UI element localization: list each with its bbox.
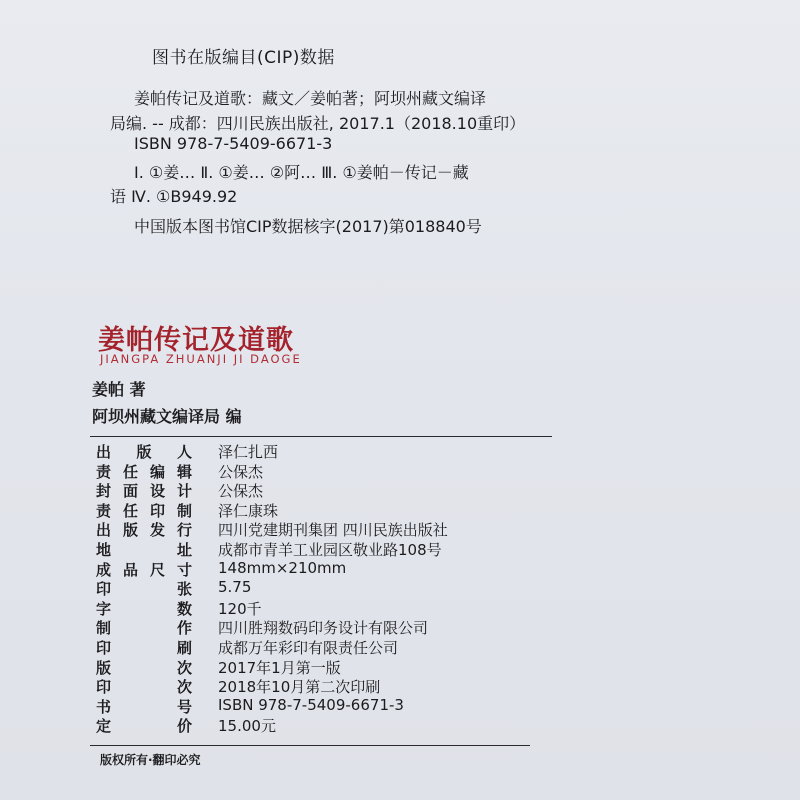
info-value: 公保杰 xyxy=(218,462,264,481)
info-label: 书 号 xyxy=(96,697,192,716)
divider-bottom xyxy=(90,745,530,746)
info-value: 2017年1月第一版 xyxy=(218,658,341,677)
info-value: 泽仁康珠 xyxy=(218,501,279,520)
book-pinyin: JIANGPA ZHUANJI JI DAOGE xyxy=(100,352,302,366)
cip-line-5: 语 Ⅳ. ①B949.92 xyxy=(110,187,238,206)
cip-line-3: ISBN 978-7-5409-6671-3 xyxy=(134,134,333,153)
info-value: 2018年10月第二次印刷 xyxy=(218,678,381,697)
cip-line-2: 局编. -- 成都：四川民族出版社, 2017.1（2018.10重印） xyxy=(110,114,526,133)
info-value: 四川党建期刊集团 四川民族出版社 xyxy=(218,521,448,540)
info-value: 15.00元 xyxy=(218,717,276,736)
info-value: ISBN 978-7-5409-6671-3 xyxy=(218,695,404,714)
info-label: 印 张 xyxy=(96,580,192,599)
info-value: 148mm×210mm xyxy=(218,558,347,577)
info-label: 印 次 xyxy=(96,678,192,697)
info-label: 版 次 xyxy=(96,658,192,677)
info-value: 120千 xyxy=(218,599,262,618)
info-value: 成都市青羊工业园区敬业路108号 xyxy=(218,541,442,559)
divider-top xyxy=(90,436,552,437)
info-label: 出 版 人 xyxy=(96,443,192,461)
info-value: 泽仁扎西 xyxy=(218,443,279,461)
info-label: 出 版 发 行 xyxy=(96,521,192,540)
info-label: 责 任 编 辑 xyxy=(96,462,192,481)
info-value: 四川胜翔数码印务设计有限公司 xyxy=(218,619,429,638)
info-label: 字 数 xyxy=(96,599,192,618)
info-label: 定 价 xyxy=(96,717,192,736)
info-label: 封 面 设 计 xyxy=(96,482,192,501)
book-title: 姜帕传记及道歌 xyxy=(98,325,294,356)
editor-line: 阿坝州藏文编译局 编 xyxy=(92,407,242,426)
cip-line-4: Ⅰ. ①姜… Ⅱ. ①姜… ②阿… Ⅲ. ①姜帕－传记－藏 xyxy=(134,163,469,182)
info-label: 印 刷 xyxy=(96,639,192,657)
info-label: 制 作 xyxy=(96,619,192,638)
copyright-notice: 版权所有·翻印必究 xyxy=(100,753,201,767)
info-label: 地 址 xyxy=(96,541,192,559)
cip-line-1: 姜帕传记及道歌：藏文／姜帕著；阿坝州藏文编译 xyxy=(134,89,487,108)
info-value: 公保杰 xyxy=(218,482,264,501)
info-label: 成 品 尺 寸 xyxy=(96,560,192,579)
info-label: 责 任 印 制 xyxy=(96,501,192,520)
info-value: 成都万年彩印有限责任公司 xyxy=(218,639,399,657)
cip-title: 图书在版编目(CIP)数据 xyxy=(152,48,335,68)
author-line: 姜帕 著 xyxy=(92,380,146,399)
cip-line-6: 中国版本图书馆CIP数据核字(2017)第018840号 xyxy=(134,217,482,236)
info-value: 5.75 xyxy=(218,578,252,597)
